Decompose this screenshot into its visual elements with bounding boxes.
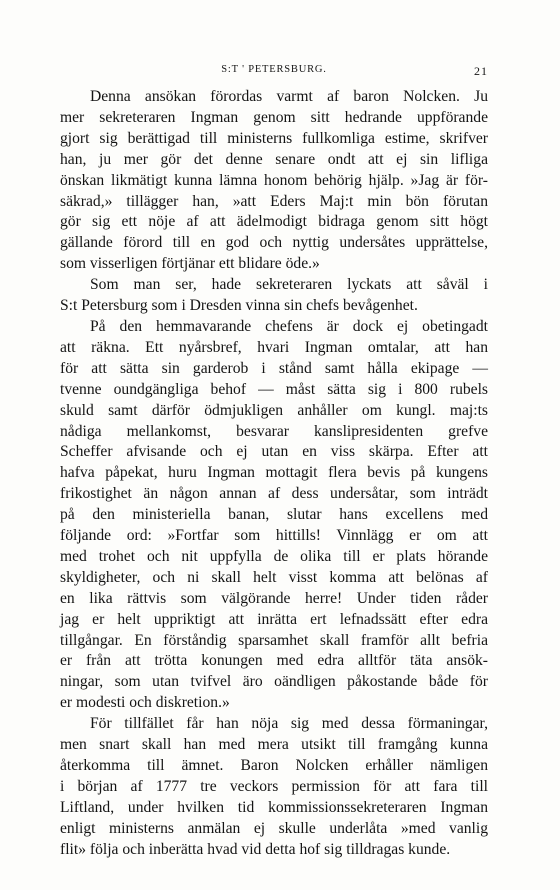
text-line: För tillfället får han nöja sig med dessa förmaningar,	[90, 715, 488, 733]
text-line: som visserligen förtjänar ett blidare öde.»	[60, 255, 320, 273]
text-line: Som man ser, hade sekreteraren lyckats att såväl i	[90, 276, 488, 294]
running-title: S:T ' PETERSBURG.	[221, 64, 327, 75]
text-line: gjort sig berättigad till ministerns fullkomliga estime, skrifver	[60, 129, 488, 147]
text-line: i början af 1777 tre veckors permission för att fara till	[60, 777, 488, 795]
text-line: nådiga mellankomst, besvarar kanslipresidenten grefve	[60, 422, 488, 440]
text-line: Liftland, under hvilken tid kommissionssekreteraren Ingman	[60, 798, 488, 816]
text-line: S:t Petersburg som i Dresden vinna sin chefs bevågenhet.	[60, 297, 418, 315]
text-line: säkrad,» tillägger han, »att Eders Maj:t min bön förutan	[60, 192, 488, 210]
text-line: men snart skall han med mera utsikt till framgång kunna	[60, 736, 488, 754]
text-line: att räkna. Ett nyårsbref, hvari Ingman omtalar, att han	[60, 338, 488, 356]
text-line: han, ju mer gör det denne senare ondt att ej sin lifliga	[60, 150, 488, 168]
text-line: hafva påpekat, huru Ingman mottagit flera bevis på kungens	[60, 464, 488, 482]
text-line: skyldigheter, och ni skall helt visst komma att belönas af	[60, 568, 488, 586]
text-line: er från att trötta konungen med edra alltför täta ansök-	[60, 652, 488, 670]
text-line: frikostighet än någon annan af dess undersåtar, som inträdt	[60, 485, 488, 503]
text-line: flit» följa och inberätta hvad vid detta hof sig tilldragas kunde.	[60, 840, 451, 858]
text-line: tillgångar. En förståndig sparsamhet skall framför allt befria	[60, 631, 488, 649]
text-line: tvenne oundgängliga behof — måst sätta sig i 800 rubels	[60, 380, 488, 398]
text-line: Denna ansökan förordas varmt af baron Nolcken. Ju	[90, 88, 488, 105]
text-line: jag er helt uppriktigt att inrätta ert lefnadssätt efter edra	[60, 610, 488, 628]
text-line: er modesti och diskretion.»	[60, 694, 230, 712]
text-line: på den ministeriella banan, slutar hans excellens med	[60, 506, 488, 524]
page-number: 21	[474, 64, 488, 78]
text-line: gällande förord till en god och nyttig undersåtes upprättelse,	[60, 234, 488, 252]
text-line: skuld samt därför ödmjukligen anhåller om kungl. maj:ts	[60, 401, 488, 419]
paragraph-1	[60, 87, 488, 275]
text-line: enligt ministerns anmälan ej skulle underlåta »med vanlig	[60, 819, 488, 837]
text-line: Scheffer afvisande och ej utan en viss skärpa. Efter att	[60, 443, 488, 461]
body-text	[60, 87, 488, 861]
text-line: återkomma till ämnet. Baron Nolcken erhåller nämligen	[60, 757, 488, 774]
running-head	[60, 64, 488, 80]
paragraph-2	[60, 275, 488, 317]
text-line: gör sig ett nöje af att ädelmodigt bidraga genom sitt högt	[60, 213, 488, 231]
text-line: mer sekreteraren Ingman genom sitt hedrande uppförande	[60, 108, 488, 126]
text-line: för att sätta sin garderob i stånd samt hålla ekipage —	[60, 359, 488, 377]
text-line: en lika rättvis som välgörande herre! Under tiden råder	[60, 589, 488, 607]
text-line: med trohet och nit uppfylla de olika till er plats hörande	[60, 547, 488, 565]
text-line: ningar, som utan tvifvel äro oändligen påkostande både för	[60, 673, 488, 691]
paragraph-4	[60, 714, 488, 860]
text-line: önskan likmätigt kunna lämna honom behörig hjälp. »Jag är för-	[60, 171, 488, 189]
text-line: På den hemmavarande chefens är dock ej obetingadt	[90, 317, 488, 335]
paragraph-3	[60, 317, 488, 714]
text-line: följande ord: »Fortfar som hittills! Vinnlägg er om att	[60, 527, 488, 545]
